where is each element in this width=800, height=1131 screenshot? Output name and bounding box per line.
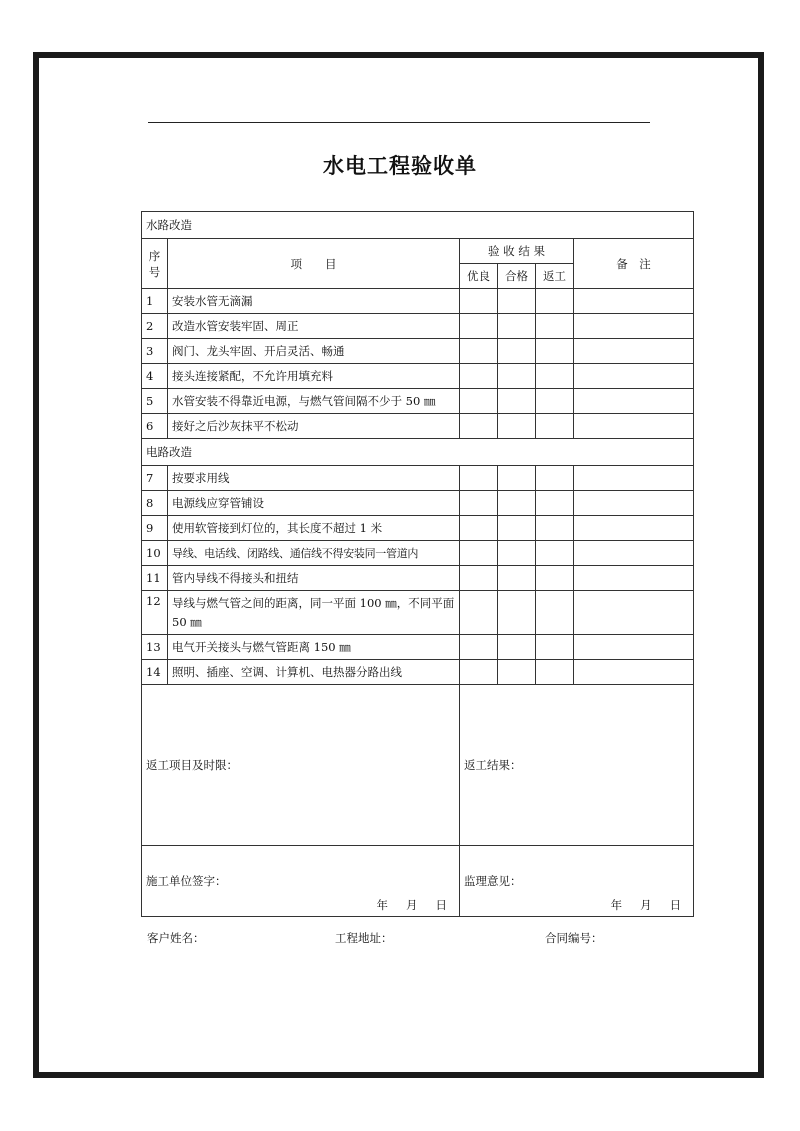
pass-cell[interactable]: [498, 339, 536, 364]
pass-cell[interactable]: [498, 635, 536, 660]
table-row: 9 使用软管接到灯位的，其长度不超过 1 米: [142, 516, 694, 541]
table-row: 3 阀门、龙头牢固、开启灵活、畅通: [142, 339, 694, 364]
rework-cell[interactable]: [536, 635, 574, 660]
remarks-cell[interactable]: [574, 389, 694, 414]
remarks-cell[interactable]: [574, 314, 694, 339]
pass-cell[interactable]: [498, 414, 536, 439]
table-row: 12 导线与燃气管之间的距离，同一平面 100 ㎜，不同平面 50 ㎜: [142, 591, 694, 635]
rework-cell[interactable]: [536, 314, 574, 339]
good-cell[interactable]: [460, 516, 498, 541]
pass-cell[interactable]: [498, 660, 536, 685]
good-cell[interactable]: [460, 414, 498, 439]
rework-cell[interactable]: [536, 660, 574, 685]
rework-cell[interactable]: [536, 289, 574, 314]
contract-no-label: 合同编号：: [545, 931, 603, 945]
remarks-cell[interactable]: [574, 660, 694, 685]
result-header: 验 收 结 果: [460, 239, 574, 264]
table-row: 14 照明、插座、空调、计算机、电热器分路出线: [142, 660, 694, 685]
table-row: 1 安装水管无滴漏: [142, 289, 694, 314]
remarks-cell[interactable]: [574, 591, 694, 635]
rework-header: 返工: [536, 264, 574, 289]
electric-section-header: 电路改造: [142, 439, 694, 466]
rework-result-label: 返工结果：: [464, 758, 522, 772]
rework-cell[interactable]: [536, 566, 574, 591]
rework-cell[interactable]: [536, 414, 574, 439]
good-cell[interactable]: [460, 660, 498, 685]
good-cell[interactable]: [460, 491, 498, 516]
contractor-sign-label: 施工单位签字：: [146, 874, 227, 888]
remarks-cell[interactable]: [574, 491, 694, 516]
remarks-cell[interactable]: [574, 289, 694, 314]
remarks-cell[interactable]: [574, 635, 694, 660]
good-header: 优良: [460, 264, 498, 289]
acceptance-table: [141, 211, 694, 917]
supervisor-date: 年 月 日: [610, 898, 682, 912]
remarks-cell[interactable]: [574, 541, 694, 566]
good-cell[interactable]: [460, 389, 498, 414]
table-row: 2 改造水管安装牢固、周正: [142, 314, 694, 339]
pass-cell[interactable]: [498, 491, 536, 516]
table-row: 10 导线、电话线、闭路线、通信线不得安装同一管道内: [142, 541, 694, 566]
pass-header: 合格: [498, 264, 536, 289]
remarks-header: 备 注: [574, 239, 694, 289]
pass-cell[interactable]: [498, 314, 536, 339]
customer-name-label: 客户姓名：: [147, 931, 205, 945]
remarks-cell[interactable]: [574, 364, 694, 389]
pass-cell[interactable]: [498, 541, 536, 566]
supervisor-label: 监理意见：: [464, 874, 522, 888]
rework-cell[interactable]: [536, 491, 574, 516]
pass-cell[interactable]: [498, 364, 536, 389]
rework-cell[interactable]: [536, 591, 574, 635]
rework-cell[interactable]: [536, 541, 574, 566]
rework-items-field[interactable]: [142, 685, 460, 846]
good-cell[interactable]: [460, 466, 498, 491]
rework-cell[interactable]: [536, 516, 574, 541]
project-address-label: 工程地址：: [335, 931, 393, 945]
good-cell[interactable]: [460, 339, 498, 364]
table-row: 13 电气开关接头与燃气管距离 150 ㎜: [142, 635, 694, 660]
table-row: 7 按要求用线: [142, 466, 694, 491]
table-row: 6 接好之后沙灰抹平不松动: [142, 414, 694, 439]
good-cell[interactable]: [460, 591, 498, 635]
rework-cell[interactable]: [536, 389, 574, 414]
pass-cell[interactable]: [498, 289, 536, 314]
supervisor-opinion-field[interactable]: [460, 846, 694, 917]
rework-cell[interactable]: [536, 466, 574, 491]
remarks-cell[interactable]: [574, 414, 694, 439]
contractor-sign-field[interactable]: [142, 846, 460, 917]
remarks-cell[interactable]: [574, 516, 694, 541]
remarks-cell[interactable]: [574, 339, 694, 364]
pass-cell[interactable]: [498, 466, 536, 491]
pass-cell[interactable]: [498, 516, 536, 541]
good-cell[interactable]: [460, 541, 498, 566]
remarks-cell[interactable]: [574, 466, 694, 491]
pass-cell[interactable]: [498, 389, 536, 414]
item-header: 项 目: [168, 239, 460, 289]
good-cell[interactable]: [460, 566, 498, 591]
rework-cell[interactable]: [536, 339, 574, 364]
water-section-header: 水路改造: [142, 212, 694, 239]
table-row: 11 管内导线不得接头和扭结: [142, 566, 694, 591]
rework-items-label: 返工项目及时限：: [146, 758, 238, 772]
rework-result-field[interactable]: [460, 685, 694, 846]
contractor-date: 年 月 日: [376, 898, 447, 912]
pass-cell[interactable]: [498, 591, 536, 635]
good-cell[interactable]: [460, 364, 498, 389]
seq-header: 序 号: [142, 239, 168, 289]
good-cell[interactable]: [460, 635, 498, 660]
table-row: 5 水管安装不得靠近电源，与燃气管间隔不少于 50 ㎜: [142, 389, 694, 414]
header-rule: [148, 122, 650, 123]
remarks-cell[interactable]: [574, 566, 694, 591]
good-cell[interactable]: [460, 289, 498, 314]
rework-cell[interactable]: [536, 364, 574, 389]
good-cell[interactable]: [460, 314, 498, 339]
page-title: 水电工程验收单: [323, 154, 477, 178]
table-row: 8 电源线应穿管铺设: [142, 491, 694, 516]
table-row: 4 接头连接紧配，不允许用填充料: [142, 364, 694, 389]
pass-cell[interactable]: [498, 566, 536, 591]
